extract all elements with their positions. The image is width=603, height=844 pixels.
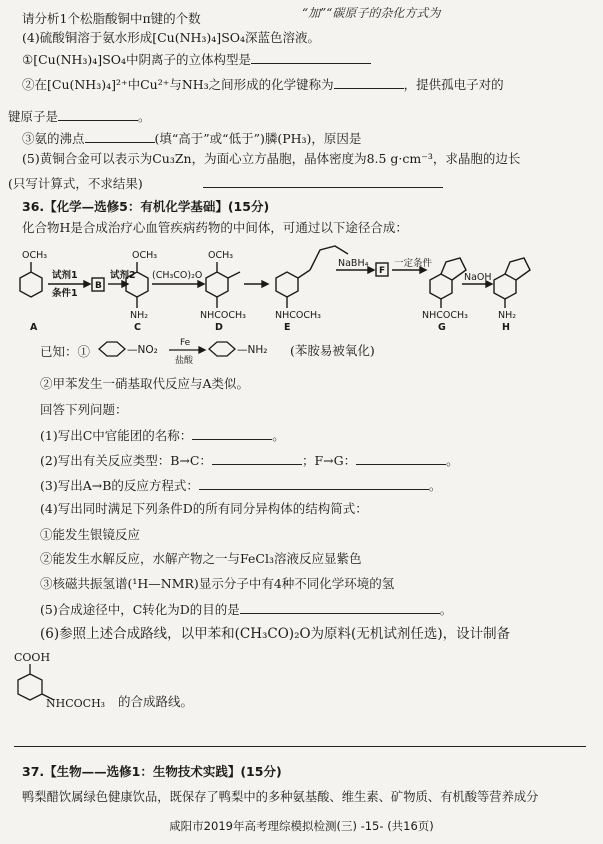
question-text: 请分析1个松脂酸铜中π键的个数 [22, 11, 201, 26]
section-37-text: 鸭梨醋饮属绿色健康饮品，既保存了鸭梨中的多种氨基酸、维生素、矿物质、有机酸等营养成分 [22, 790, 539, 804]
reagent-2-label: 试剂2 [110, 270, 136, 281]
question-36-5: (5)合成途径中，C转化为D的目的是 。 [40, 602, 453, 617]
no2-label: —NO₂ [127, 344, 158, 356]
question-5: (5)黄铜合金可以表示为Cu₃Zn，为面心立方晶胞，晶体密度为8.5 g·cm⁻³，求晶胞的边长 [22, 151, 521, 166]
benzene-ring [209, 342, 235, 356]
section-36-heading: 36.【化学—选修5：有机化学基础】(15分) [22, 199, 270, 214]
answer-blank [212, 452, 302, 465]
benzene-ring-d [206, 272, 228, 297]
question-36-1: (1)写出C中官能团的名称： 。 [40, 428, 285, 443]
reagent-1-label: 试剂1 [52, 270, 78, 281]
answer-blank [356, 452, 446, 465]
benzene-ring-h [494, 274, 516, 299]
compound-e-label: E [284, 322, 291, 333]
nhcoch3-label: NHCOCH₃ [200, 310, 246, 321]
question-36-4: (4)写出同时满足下列条件D的所有同分异构体的结构简式： [40, 501, 368, 516]
answer-blank [192, 427, 272, 440]
question-4-3: ③氨的沸点 (填“高于”或“低于”)膦(PH₃)，原因是 [22, 131, 362, 146]
page-footer: 咸阳市2019年高考理综模拟检测(三) -15- (共16页) [169, 819, 434, 833]
handwritten-note: “加”“碳原子的杂化方式为 [302, 6, 441, 20]
nabh4-label: NaBH₄ [338, 258, 369, 269]
och3-label: OCH₃ [22, 250, 48, 261]
och3-label: OCH₃ [132, 250, 158, 261]
benzene-ring-e [276, 272, 298, 297]
nhcoch3-label: NHCOCH₃ [275, 310, 321, 321]
nhcoch3-label: NHCOCH₃ [422, 310, 468, 321]
nh2-label: NH₂ [130, 310, 149, 321]
naoh-label: NaOH [464, 272, 492, 283]
question-36-6-continued: 的合成路线。 [118, 694, 194, 709]
question-4-2-continued: 键原子是 。 [8, 109, 151, 124]
answer-blank [334, 76, 404, 89]
compound-h-label: H [502, 322, 510, 333]
question-4: (4)硫酸铜溶于氨水形成[Cu(NH₃)₄]SO₄深蓝色溶液。 [22, 30, 321, 45]
fe-label: Fe [180, 338, 191, 348]
known-reaction: 已知：① [40, 344, 91, 359]
compound-d-label: D [215, 322, 223, 333]
cooh-label: COOH [14, 651, 51, 664]
compound-f-label: F [379, 266, 386, 276]
compound-a-label: A [30, 322, 38, 333]
known-reaction-scheme [95, 332, 295, 366]
condition-3: ③核磁共振氢谱(¹H—NMR)显示分子中有4种不同化学环境的氢 [40, 576, 395, 591]
och3-label: OCH₃ [208, 250, 234, 261]
nhcoch3-label: NHCOCH₃ [46, 697, 106, 710]
answer-blank [85, 130, 155, 143]
nh2-label: NH₂ [498, 310, 517, 321]
answer-blank [199, 477, 429, 490]
answer-blank [58, 108, 138, 121]
answer-blank [251, 51, 371, 64]
question-4-1: ①[Cu(NH₃)₄]SO₄中阴离子的立体构型是 [22, 51, 371, 68]
benzene-ring-g [430, 274, 452, 299]
synthesis-scheme [0, 236, 603, 336]
condition-2: ②能发生水解反应，水解产物之一与FeCl₃溶液反应显紫色 [40, 551, 362, 566]
nh2-label: —NH₂ [237, 344, 268, 356]
benzene-ring [18, 674, 42, 700]
anhydride-label: (CH₃CO)₂O [152, 270, 203, 281]
question-36-2: (2)写出有关反应类型：B→C： ；F→G： 。 [40, 453, 459, 468]
question-4-2: ②在[Cu(NH₃)₄]²⁺中Cu²⁺与NH₃之间形成的化学键称为 ，提供孤电子对的 [22, 77, 504, 92]
answer-prompt: 回答下列问题： [40, 402, 128, 417]
question-36-6: (6)参照上述合成路线，以甲苯和(CH₃CO)₂O为原料(无机试剂任选)，设计制备 [40, 626, 511, 642]
answer-line [14, 746, 586, 747]
known-2: ②甲苯发生一硝基取代反应与A类似。 [40, 376, 250, 391]
known-note: (苯胺易被氧化) [290, 343, 375, 358]
section-36-intro: 化合物H是合成治疗心血管疾病药物的中间体，可通过以下途径合成： [22, 220, 408, 235]
text-line [22, 11, 201, 27]
compound-g-label: G [438, 322, 446, 333]
condition-1: ①能发生银镜反应 [40, 527, 141, 542]
benzene-ring [99, 342, 125, 356]
compound-c-label: C [134, 322, 141, 333]
section-37-heading: 37.【生物——选修1：生物技术实践】(15分) [22, 764, 282, 779]
question-5-continued: (只写计算式，不求结果) [8, 175, 443, 192]
answer-blank [203, 175, 443, 188]
answer-blank [240, 601, 440, 614]
question-36-3: (3)写出A→B的反应方程式： 。 [40, 478, 442, 493]
condition-1-label: 条件1 [52, 288, 78, 299]
compound-b-label: B [95, 281, 102, 291]
benzene-ring-a [20, 272, 42, 297]
condition-f-label: 一定条件 [394, 258, 433, 269]
hcl-label: 盐酸 [175, 356, 194, 366]
